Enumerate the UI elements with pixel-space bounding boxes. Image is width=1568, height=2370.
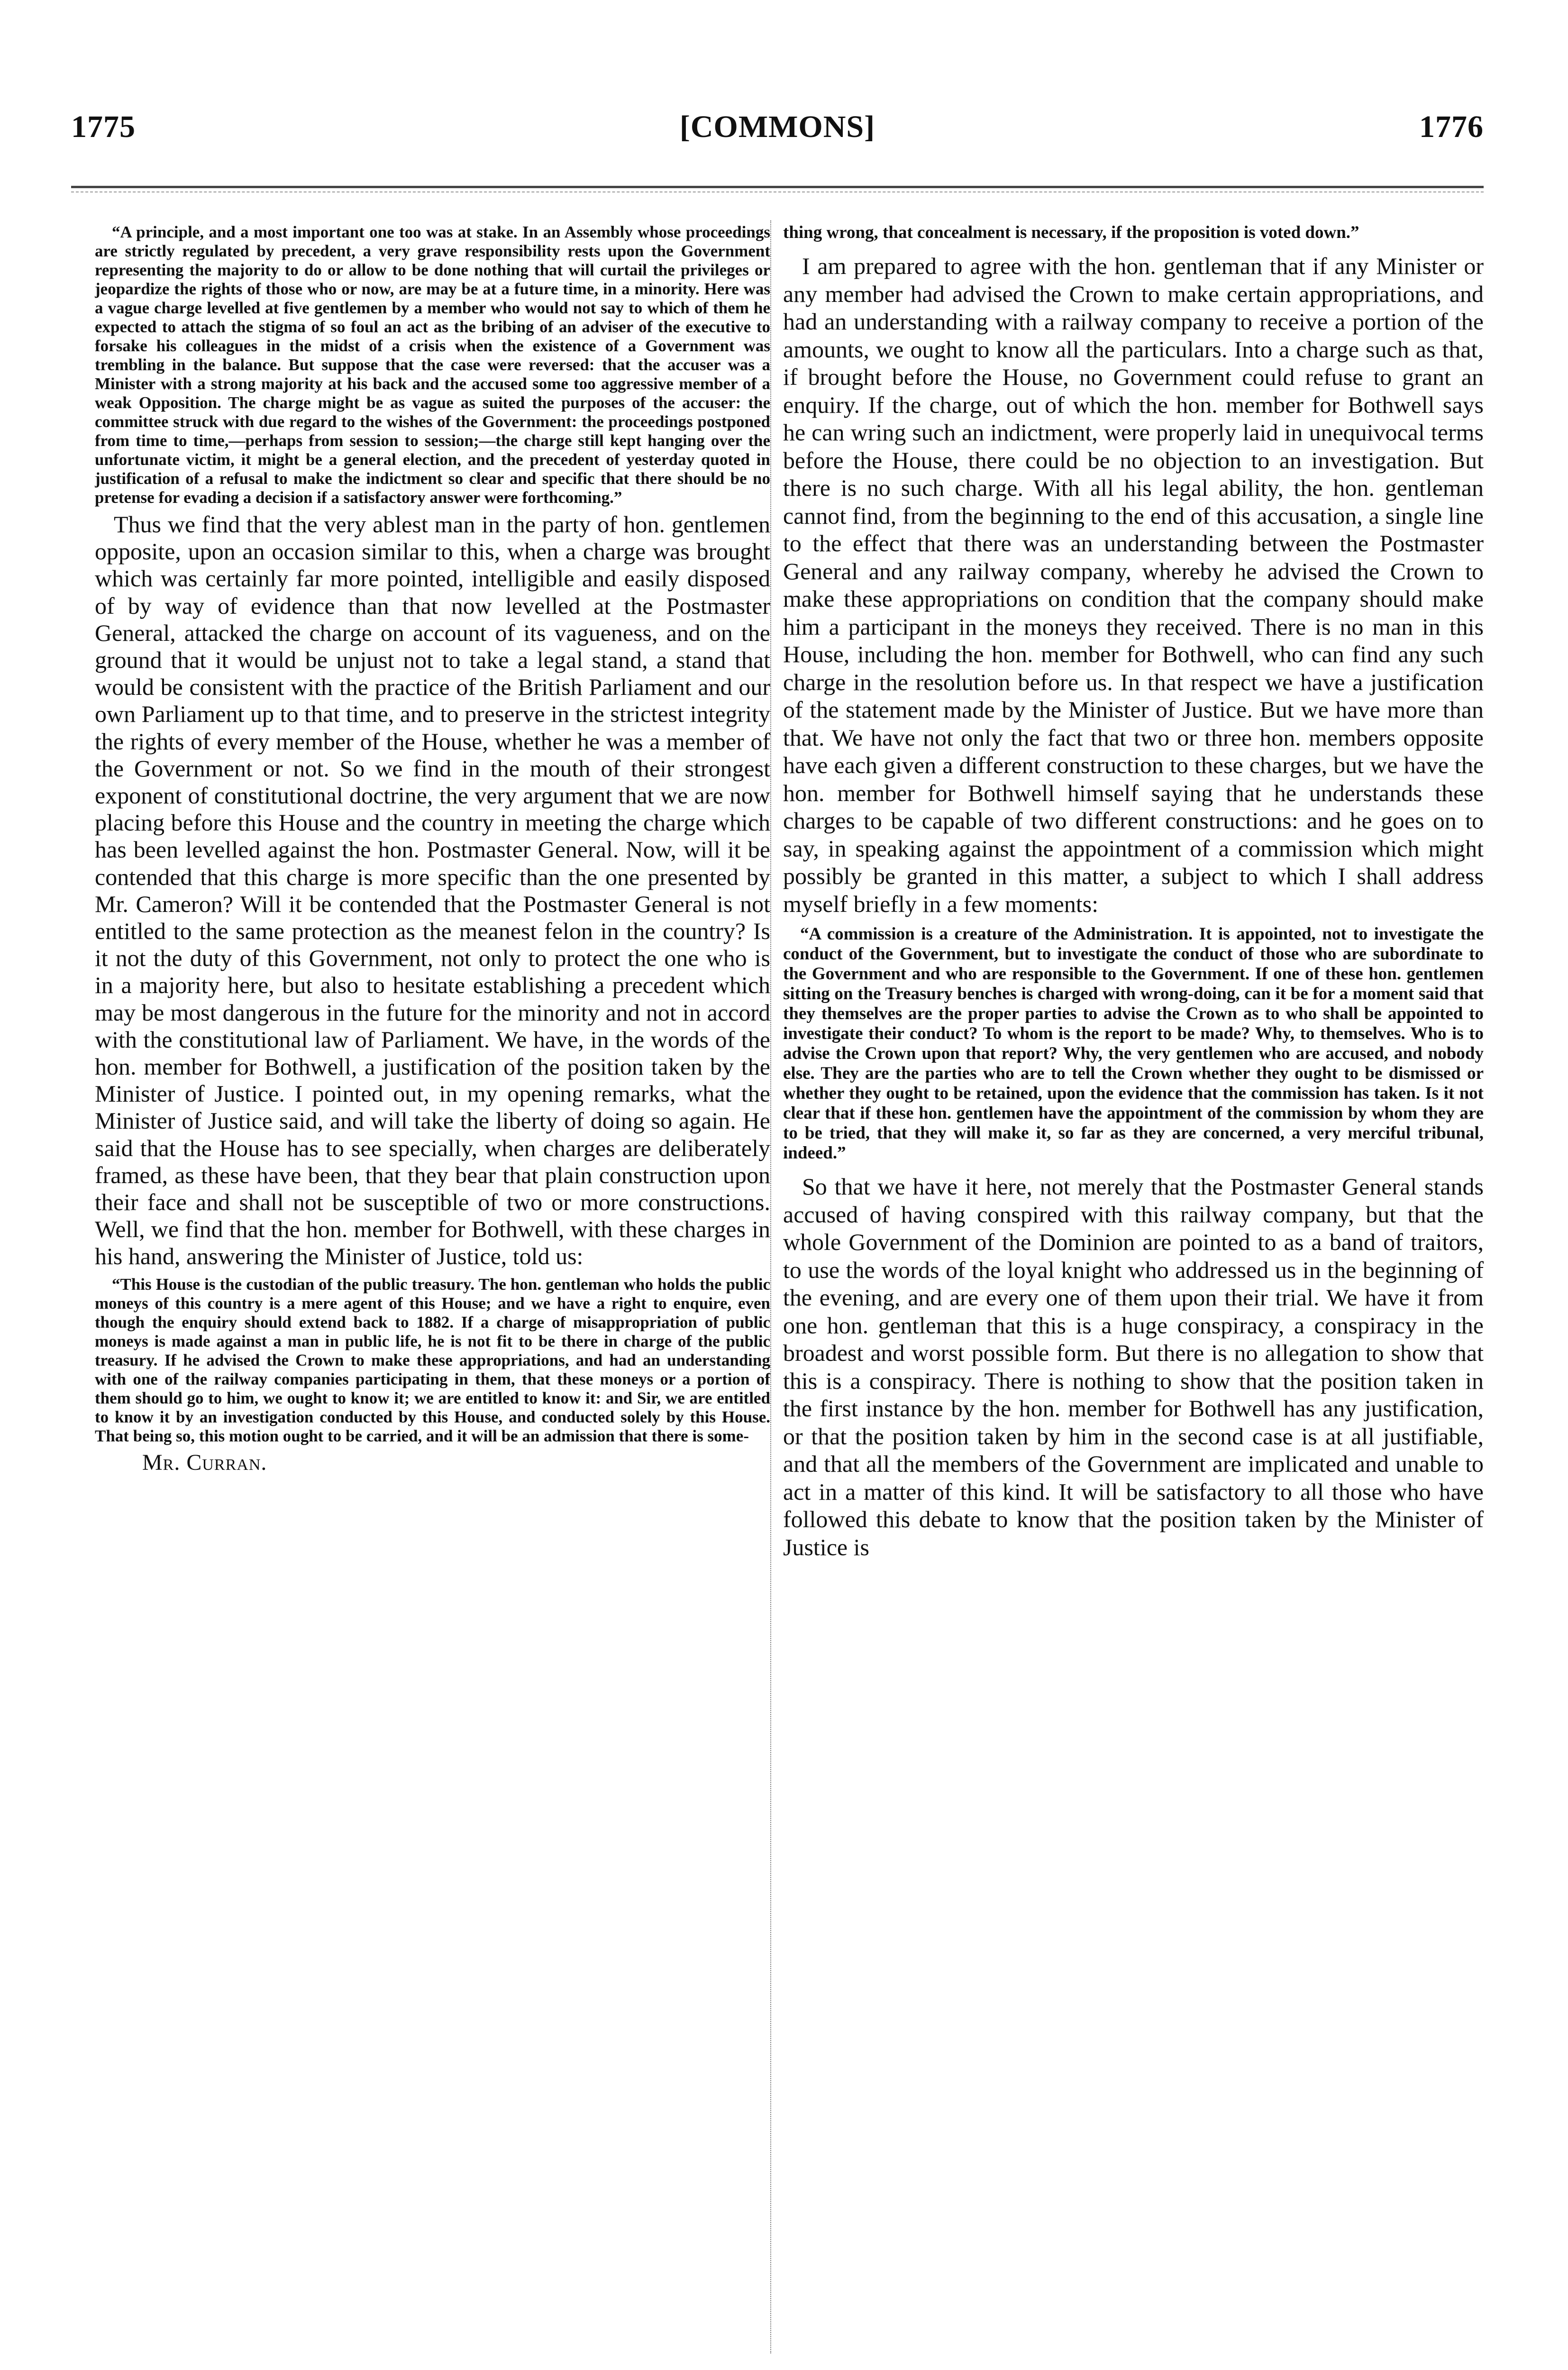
right-quote-continuation: thing wrong, that concealment is necessary, if the proposition is voted down.” bbox=[783, 223, 1359, 242]
column-divider bbox=[770, 220, 771, 2353]
left-quote-1: “A principle, and a most important one too was at stake. In an Assembly whose proceedings are strictly regulated by precedent, a very grave responsibility rests upon the Government representing the majority to do or allow to be done nothing that will curtail the privileges or jeopardize the rights of those who or now, are may be at a future time, in a minority. Here was a vague charge levelled at five gentlemen by a member who would not say to which of them he expected to attach the stigma of so foul an act as the bribing of an adviser of the executive to forsake his colleagues in the midst of a crisis when the existence of a Government was trembling in the balance. But suppose that the case were reversed: that the accuser was a Minister with a strong majority at his back and the accused some too aggressive member of a weak Opposition. The charge might be as vague as suited the purposes of the accuser: the committee struck with due regard to the wishes of the Government: the proceedings postponed from time to time,—perhaps from session to session;—the charge still kept hanging over the unfortunate victim, it might be a general election, and the precedent of yesterday quoted in justification of a refusal to make the indictment so clear and specific that there should be no pretense for evading a decision if a satisfactory answer were forthcoming.” bbox=[95, 223, 770, 507]
running-head: [COMMONS] bbox=[679, 109, 875, 144]
right-paragraph-2: So that we have it here, not merely that the Postmaster General stands accused of having conspired with this railway company, but that the whole Government of the Dominion are pointed to as a band of traitors, to use the words of the loyal knight who addressed us in the beginning of the evening, and are every one of them upon their trial. We have it from one hon. gentleman that this is a huge conspiracy, a conspiracy in the broadest and worst possible form. But there is no allegation to show that this is a conspiracy. There is nothing to show that the position taken in the first instance by the hon. member for Bothwell has any justification, or that the position taken by him in the second case is at all justifiable, and that all the members of the Government are implicated and unable to act in a matter of this kind. It will be satisfactory to all those who have followed this debate to know that the position taken by the Minister of Justice is bbox=[783, 1173, 1484, 1560]
right-paragraph-1: I am prepared to agree with the hon. gentleman that if any Minister or any member had advised the Crown to make certain appropriations, and had an understanding with a railway company to receive a portion of the amounts, we ought to know all the particulars. Into a charge such as that, if brought before the House, no Government could refuse to grant an enquiry. If the charge, out of which the hon. member for Bothwell says he can wring such an indictment, were properly laid in unequivocal terms before the House, there could be no objection to an investigation. But there is no such charge. With all his legal ability, the hon. gentleman cannot find, from the beginning to the end of this accusation, a single line to the effect that there was an understanding between the Postmaster General and any railway company, whereby he advised the Crown to make these appropriations on condition that the company should make him a participant in the moneys they received. There is no man in this House, including the hon. member for Bothwell, who can find any such charge in the resolution before us. In that respect we have a justification of the statement made by the Minister of Justice. But we have more than that. We have not only the fact that two or three hon. members opposite have each given a different construction to these charges, but we have the hon. member for Bothwell himself saying that he understands these charges to be capable of two different constructions: and he goes on to say, in speaking against the appointment of a commission which might possibly be granted in this matter, a subject to which I shall address myself briefly in a few moments: bbox=[783, 253, 1484, 917]
page-number-right: 1776 bbox=[1419, 109, 1484, 144]
right-column bbox=[783, 223, 1484, 2370]
header-rule-secondary bbox=[71, 191, 1484, 192]
header-rule bbox=[71, 186, 1484, 188]
speaker-signature: Mr. Curran. bbox=[142, 1449, 267, 1475]
left-quote-2: “This House is the custodian of the public treasury. The hon. gentleman who holds the public moneys of this country is a mere agent of this House; and we have a right to enquire, even though the enquiry should extend back to 1882. If a charge of misappropriation of public moneys is made against a man in public life, he is not fit to be there in charge of the public treasury. If he advised the Crown to make these appropriations, and had an understanding with one of the railway companies participating in them, that these moneys or a portion of them should go to him, we ought to know it; we are entitled to know it: and Sir, we are entitled to know it by an investigation conducted by this House, and conducted solely by this House. That being so, this motion ought to be carried, and it will be an admission that there is some- bbox=[95, 1275, 770, 1445]
left-column bbox=[95, 223, 770, 2370]
left-paragraph-1: Thus we find that the very ablest man in the party of hon. gentlemen opposite, upon an occasion similar to this, when a charge was brought which was certainly far more pointed, intelligible and easily disposed of by way of evidence than that now levelled at the Postmaster General, attacked the charge on account of its vagueness, and on the ground that it would be unjust not to take a legal stand, a stand that would be consistent with the practice of the British Parliament and our own Parliament up to that time, and to preserve in the strictest integrity the rights of every member of the House, whether he was a member of the Government or not. So we find in the mouth of their strongest exponent of constitutional doctrine, the very argument that we are now placing before this House and the country in meeting the charge which has been levelled against the hon. Postmaster General. Now, will it be contended that this charge is more specific than the one presented by Mr. Cameron? Will it be contended that the Postmaster General is not entitled to the same protection as the meanest felon in the country? Is it not the duty of this Government, not only to protect the one who is in a majority here, but also to hesitate establishing a precedent which may be most dangerous in the future for the minority and not in accord with the constitutional law of Parliament. We have, in the words of the hon. member for Bothwell, a justification of the position taken by the Minister of Justice. I pointed out, in my opening remarks, what the Minister of Justice said, and will take the liberty of doing so again. He said that the House has to see specially, when charges are deliberately framed, as these have been, that they bear that plain construction upon their face and shall not be susceptible of two or more constructions. Well, we find that the hon. member for Bothwell, with these charges in his hand, answering the Minister of Justice, told us: bbox=[95, 511, 770, 1270]
page-header bbox=[71, 109, 1484, 161]
page-number-left: 1775 bbox=[71, 109, 136, 144]
right-quote-1: “A commission is a creature of the Administration. It is appointed, not to investigate the conduct of the Government, but to investigate the conduct of those who are subordinate to the Government and who are responsible to the Government. If one of these hon. gentlemen sitting on the Treasury benches is charged with wrong-doing, can it be for a moment said that they themselves are the proper parties to advise the Crown as to who shall be appointed to investigate their conduct? To whom is the report to be made? Why, to themselves. Who is to advise the Crown upon that report? Why, the very gentlemen who are accused, and nobody else. They are the parties who are to tell the Crown whether they ought to be dismissed or whether they ought to be retained, upon the evidence that the commission has taken. Is it not clear that if these hon. gentlemen have the appointment of the commission by whom they are to be tried, that they will make it, so far as they are concerned, a very merciful tribunal, indeed.” bbox=[783, 924, 1484, 1163]
